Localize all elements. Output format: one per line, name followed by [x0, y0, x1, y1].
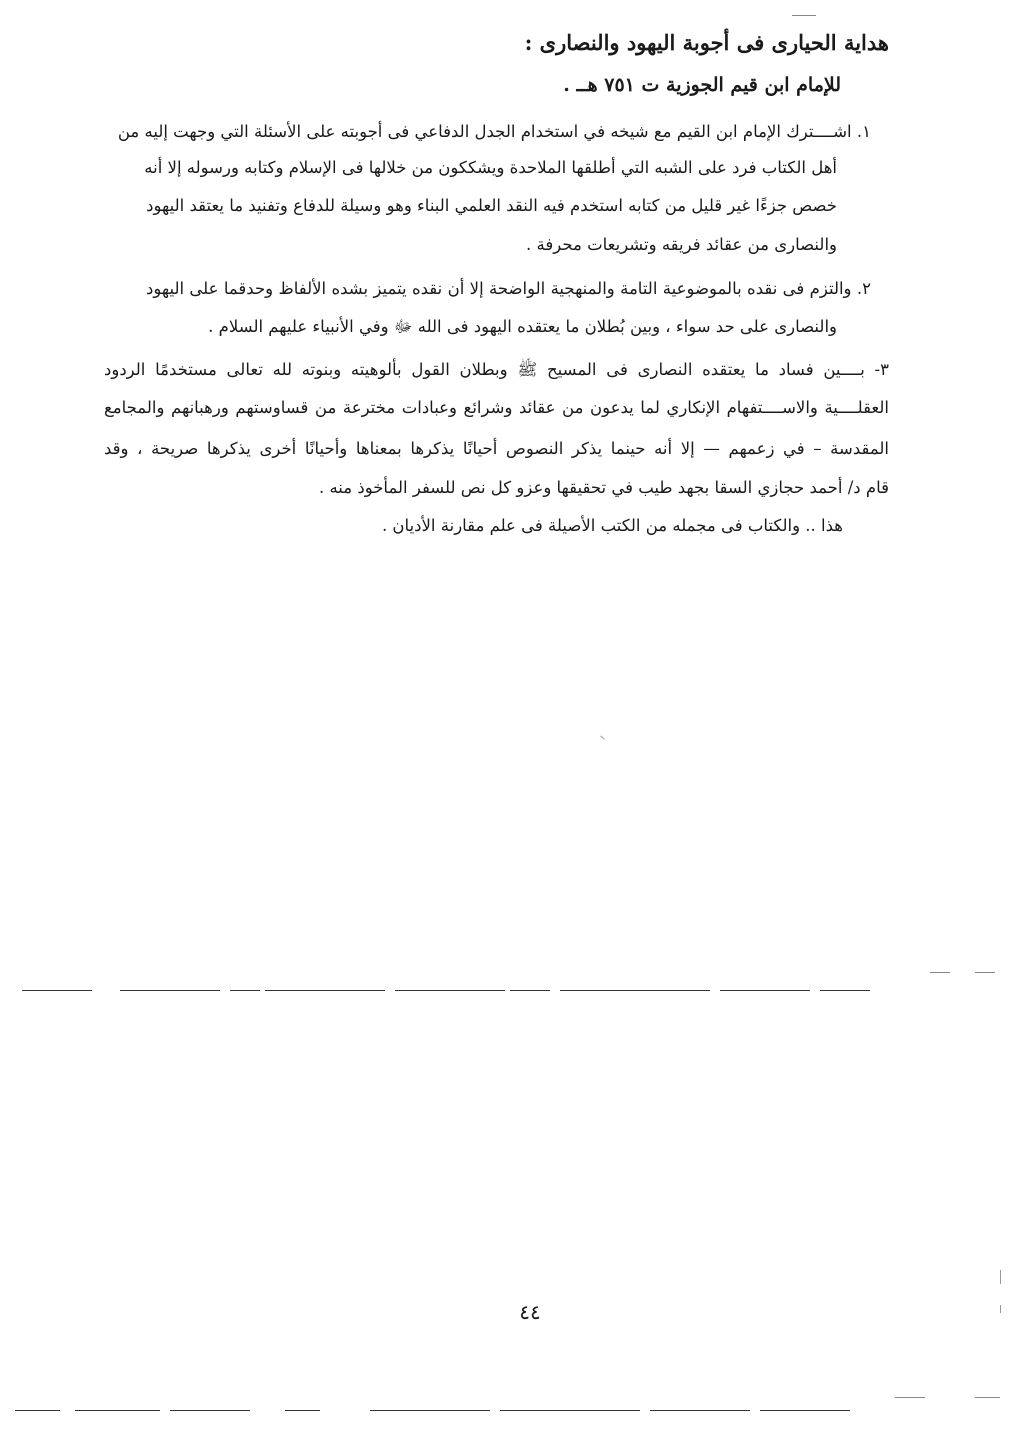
item-3-line-3: المقدسة – في زعمهم — إلا أنه حينما يذكر النصوص أحيانًا يذكرها بمعناها وأحيانًا أخرى يذكرها صريحة ، وقد	[104, 439, 889, 458]
edge-mark	[1000, 1270, 1001, 1284]
item-1-line-2: أهل الكتاب فرد على الشبه التي أطلقها الملاحدة ويشككون من خلالها فى الإسلام وكتابه ورسوله إلا أنه	[144, 158, 837, 177]
bottom-rule	[650, 1410, 750, 1411]
separator-rule	[120, 990, 220, 991]
page-number: ٤٤	[519, 1300, 541, 1324]
separator-rule	[820, 990, 870, 991]
stray-mark	[600, 736, 604, 740]
bottom-rule	[895, 1397, 925, 1398]
item-3-line-4: قام د/ أحمد حجازي السقا بجهد طيب في تحقيقها وعزو كل نص للسفر المأخوذ منه .	[318, 478, 889, 497]
separator-rule	[230, 990, 260, 991]
bottom-rule	[170, 1410, 250, 1411]
separator-rule	[22, 990, 92, 991]
edge-mark	[1000, 1305, 1001, 1313]
separator-rule	[265, 990, 385, 991]
section-subtitle: للإمام ابن قيم الجوزية ت ٧٥١ هــ .	[563, 74, 841, 96]
separator-rule	[975, 972, 995, 973]
separator-rule	[395, 990, 505, 991]
separator-rule	[930, 972, 950, 973]
item-3-line-2: العقلــــية والاســــتفهام الإنكاري لما يدعون من عقائد وشرائع وعبادات مخترعة من قساوستهم ورهبانهم والمجامع	[104, 398, 889, 417]
closing-sentence: هذا .. والكتاب فى مجمله من الكتب الأصيلة فى علم مقارنة الأديان .	[381, 516, 843, 535]
item-2-line-2: والنصارى على حد سواء ، وبين بُطلان ما يعتقده اليهود فى الله ﷻ وفي الأنبياء عليهم السلام .	[208, 317, 837, 336]
section-title: هداية الحيارى فى أجوبة اليهود والنصارى :	[524, 30, 889, 55]
separator-rule	[510, 990, 550, 991]
top-rule	[792, 15, 816, 16]
bottom-rule	[285, 1410, 320, 1411]
bottom-rule	[760, 1410, 850, 1411]
bottom-rule	[975, 1397, 1000, 1398]
item-1-line-3: خصص جزءًا غير قليل من كتابه استخدم فيه النقد العلمي البناء وهو وسيلة للدفاع وتفنيد ما يعتقد اليهود	[146, 196, 837, 215]
item-2-line-1: ٢. والتزم فى نقده بالموضوعية التامة والمنهجية الواضحة إلا أن نقده يتميز بشده الألفاظ وحدقما على اليهود	[146, 279, 871, 298]
bottom-rule	[75, 1410, 160, 1411]
item-3-line-1: ٣- بــــين فساد ما يعتقده النصارى فى المسيح ﷺ وبطلان القول بألوهيته وبنوته لله تعالى مستخدمًا الردود	[104, 360, 889, 379]
bottom-rule	[370, 1410, 490, 1411]
separator-rule	[560, 990, 710, 991]
bottom-rule	[15, 1410, 60, 1411]
item-1-line-1: ١. اشــــترك الإمام ابن القيم مع شيخه في استخدام الجدل الدفاعي فى أجوبته على الأسئلة التي وجهت إليه من	[117, 122, 871, 141]
bottom-rule	[500, 1410, 640, 1411]
item-1-line-4: والنصارى من عقائد فريقه وتشريعات محرفة .	[526, 235, 837, 254]
separator-rule	[720, 990, 810, 991]
